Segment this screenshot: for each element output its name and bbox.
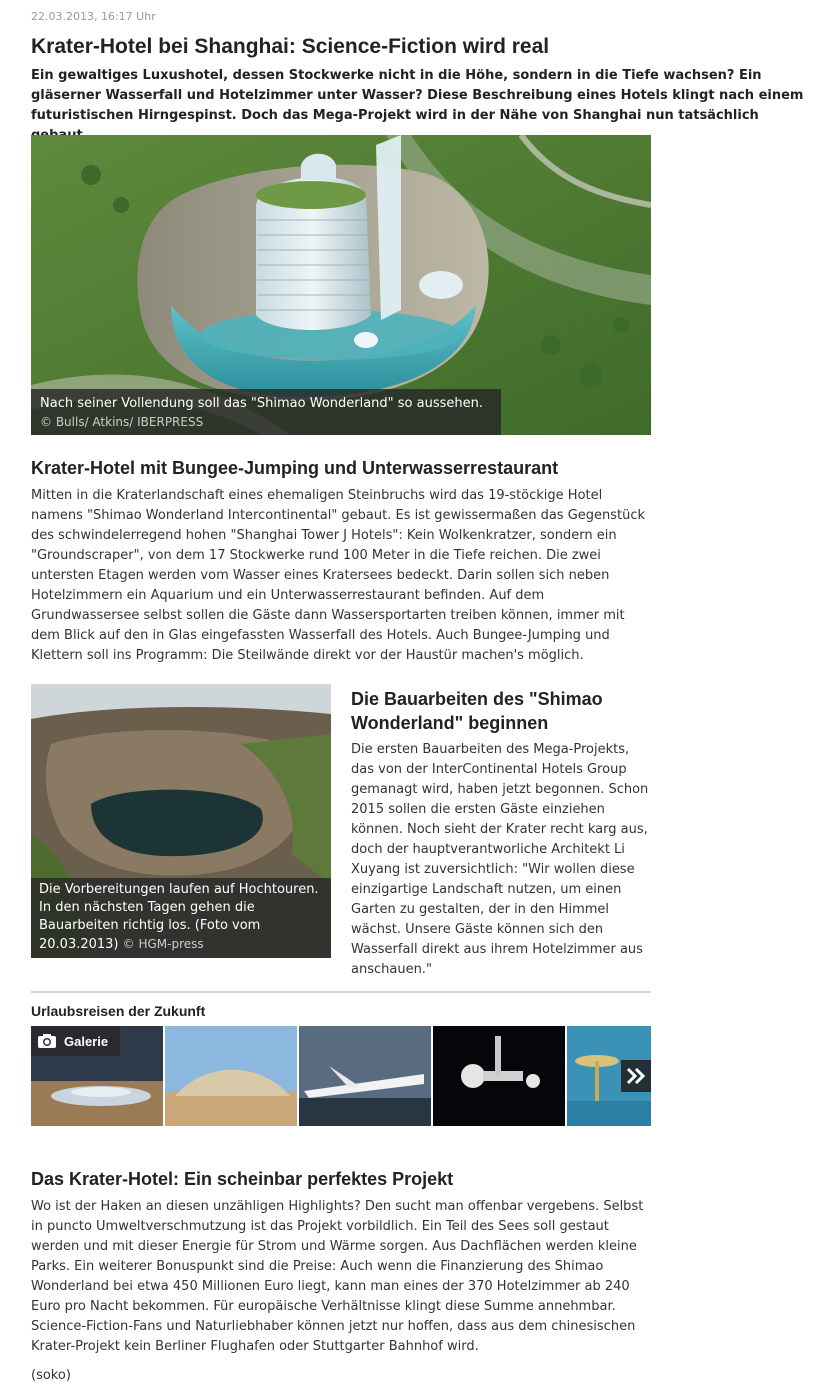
article-lead: Ein gewaltiges Luxushotel, dessen Stockwerke nicht in die Höhe, sondern in die Tiefe wachsen? Ein gläserner Wasserfall und Hotelzimmer unter Wasser? Diese Beschreibung eines Hotels klingt nach einem futuristischen Hirngespinst. Doch das Mega-Projekt wird in der Nähe von Shanghai nun tatsächlich xyxy=(31,68,804,123)
author-tag: (soko) xyxy=(31,1368,71,1383)
gallery-badge-label: Galerie xyxy=(64,1033,109,1049)
gallery-title: Urlaubsreisen der Zukunft xyxy=(31,1003,206,1019)
double-chevron-right-icon xyxy=(626,1067,646,1085)
gallery-badge[interactable] xyxy=(31,1026,120,1056)
gallery-thumb-image-4 xyxy=(433,1026,565,1126)
section3-heading: Das Krater-Hotel: Ein scheinbar perfektes Projekt xyxy=(31,1169,454,1189)
crater-photo[interactable] xyxy=(31,684,331,958)
section2-heading: Die Bauarbeiten des "Shimao Wonderland" beginnen xyxy=(351,689,603,733)
gallery-thumb[interactable] xyxy=(165,1026,297,1126)
gallery-thumb-image-2 xyxy=(165,1026,297,1126)
gallery-thumb-image-3 xyxy=(299,1026,431,1126)
divider xyxy=(31,991,651,993)
gallery-strip[interactable] xyxy=(31,1026,651,1126)
gallery-thumb[interactable] xyxy=(433,1026,565,1126)
hero-caption-credit: © Bulls/ Atkins/ IBERPRESS xyxy=(40,415,204,429)
crater-caption-credit: © HGM-press xyxy=(122,937,204,951)
article-headline: Krater-Hotel bei Shanghai: Science-Fiction wird real xyxy=(31,35,550,58)
gallery-thumb[interactable] xyxy=(299,1026,431,1126)
hero-caption-text: Nach seiner Vollendung soll das "Shimao Wonderland" so aussehen. xyxy=(40,396,484,411)
article-date: 22.03.2013, 16:17 Uhr xyxy=(31,10,156,23)
crater-caption-text: Die Vorbereitungen laufen auf Hochtouren. In den nächsten Tagen gehen die Bauarbeiten richtig los. (Foto vom 20.03.2013) xyxy=(39,882,319,952)
crater-caption xyxy=(31,878,331,958)
section3-text: Wo ist der Haken an diesen unzähligen Highlights? Den sucht man offenbar vergebens. Selbst in puncto Umweltverschmutzung ist das Projekt vorbildlich. Ein Teil des Sees soll gestaut werden und mit dieser Energie für Strom und Wärme sorgen. Aus Dachflächen werden kleine Parks. Ein weiterer Bonuspunkt sind die Preise: Auch wenn die Finanzierung des Shimao Wonderland bei etwa 450 Millionen Euro liegt, kann man eines der 370 Hotelzimmer ab 240 Euro pro Nacht bekommen. Für europäische Verhältnisse klingt diese Summe annehmbar. Science-Fiction-Fans und Naturliebhaber können jetzt nur hoffen, dass aus dem chinesischen Krater-Projekt kein Berliner Flughafen oder Stuttgarter Bahnhof wird. xyxy=(31,1199,644,1354)
section2-text: Die ersten Bauarbeiten des Mega-Projekts, das von der InterContinental Hotels Group gemanagt wird, haben jetzt begonnen. Schon 2015 sollen die ersten Gäste einziehen können. Noch sieht der Krater recht karg aus, doch der hauptverantworliche Architekt Li Xuyang ist zuversichtlich: "Wir wollen diese einzigartige Landschaft nutzen, um einen Garten zu gestalten, der in den Himmel wächst. Unsere Gäste können sich den Wasserfall direkt aus ihrem Hotelzimmer aus anschauen." xyxy=(351,742,649,977)
hero-image[interactable] xyxy=(31,135,651,435)
gallery-next-button[interactable] xyxy=(621,1060,651,1092)
section1-heading: Krater-Hotel mit Bungee-Jumping und Unterwasserrestaurant xyxy=(31,458,559,478)
hero-caption xyxy=(31,389,501,435)
section1-text: Mitten in die Kraterlandschaft eines ehemaligen Steinbruchs wird das 19-stöckige Hotel namens "Shimao Wonderland Intercontinental" gebaut. Es ist gewissermaßen das Gegenstück des schwindelerregend hohen "Shanghai Tower J Hotels": Kein Wolkenkratzer, sondern ein "Groundscraper", von dem 17 Stockwerke rund 100 Meter in die Tiefe reichen. Die zwei untersten Etagen werden vom Wasser eines Kratersees bedeckt. Darin sollen sich neben Hotelzimmern ein Aquarium und ein Unterwasserrestaurant befinden. Auf dem Grundwassersee selbst sollen die Gäste dann Wassersportarten treiben können, immer mit dem Blick auf den in Glas eingefassten Wasserfall des Hotels. Auch Bungee-Jumping und Klettern soll ins Programm: Die Steilwände direkt vor der Haustür machen's möglich. xyxy=(31,488,646,663)
camera-icon xyxy=(37,1033,57,1049)
